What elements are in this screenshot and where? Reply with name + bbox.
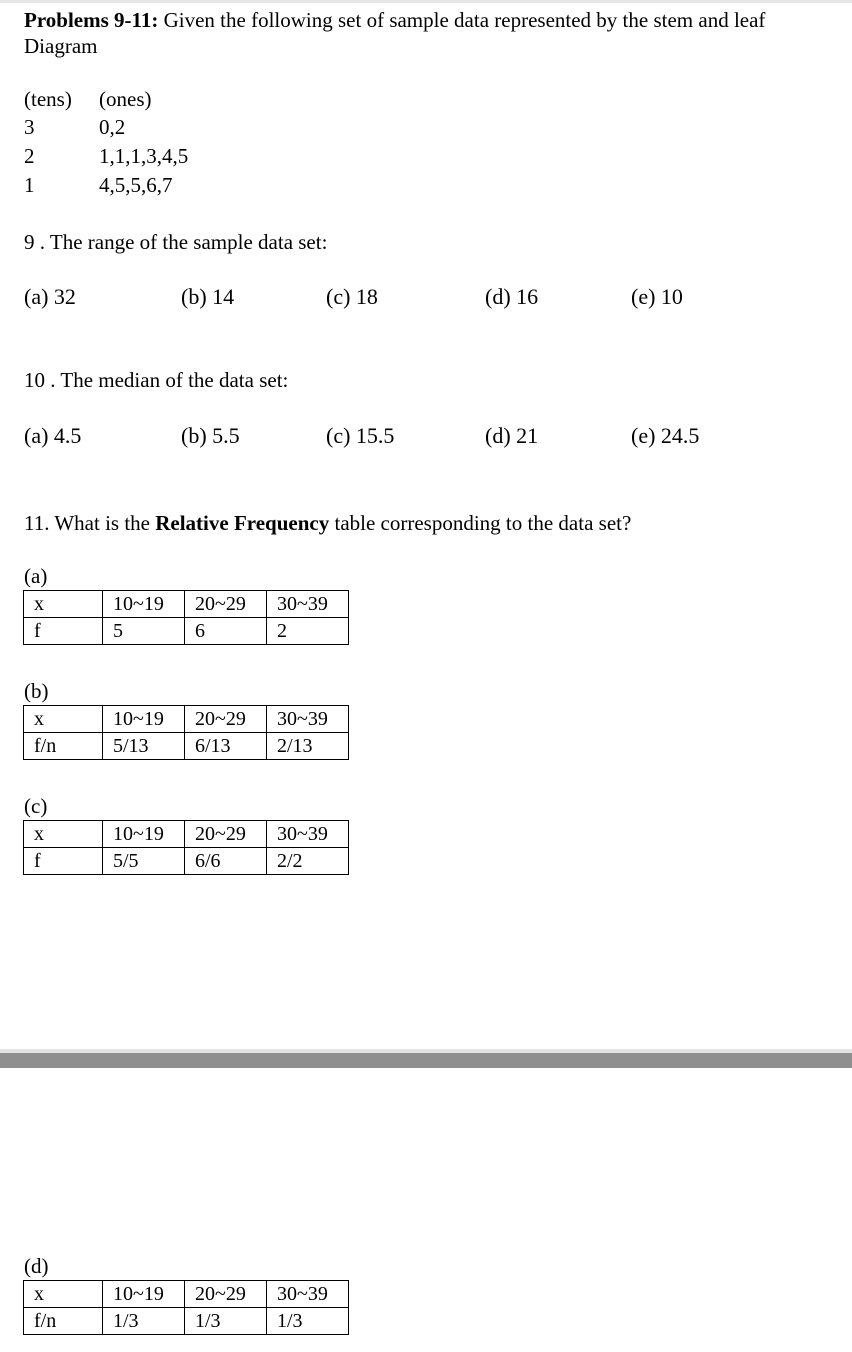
table-cell: f (24, 848, 103, 875)
table-cell: 1/3 (185, 1308, 267, 1335)
q11-choice-a-label[interactable]: (a) (24, 564, 48, 588)
table-cell: x (24, 1281, 103, 1308)
q9-option-e[interactable]: (e) 10 (631, 284, 683, 309)
table-cell: f/n (24, 1308, 103, 1335)
question-11-prompt (24, 511, 631, 536)
q9-option-a[interactable]: (a) 32 (24, 284, 76, 309)
stem-header: (tens) (24, 87, 72, 111)
table-cell: 30~39 (267, 1281, 349, 1308)
table-row (24, 733, 349, 760)
table-cell: 10~19 (103, 706, 185, 733)
table-row (24, 618, 349, 645)
table-cell: 20~29 (185, 1281, 267, 1308)
table-row (24, 1281, 349, 1308)
q9-option-d[interactable]: (d) 16 (485, 284, 539, 309)
question-10-prompt: 10 . The median of the data set: (24, 368, 289, 392)
table-cell: f/n (24, 733, 103, 760)
table-cell: 2/13 (267, 733, 349, 760)
question-9-prompt: 9 . The range of the sample data set: (24, 230, 328, 254)
q10-option-e[interactable]: (e) 24.5 (631, 423, 700, 448)
table-cell: x (24, 706, 103, 733)
table-cell: f (24, 618, 103, 645)
q10-option-c[interactable]: (c) 15.5 (326, 423, 395, 448)
table-cell: 30~39 (267, 821, 349, 848)
problem-intro: Given the following set of sample data represented by the stem and leaf (158, 8, 766, 32)
q10-option-b[interactable]: (b) 5.5 (181, 423, 240, 448)
leaf-values: 1,1,1,3,4,5 (99, 144, 189, 168)
problem-label: Problems 9-11: (24, 8, 159, 32)
page-top-edge (0, 0, 852, 3)
table-cell: 10~19 (103, 821, 185, 848)
stem-value: 2 (24, 144, 35, 168)
table-row (24, 1308, 349, 1335)
table-cell: 20~29 (185, 591, 267, 618)
table-row (24, 591, 349, 618)
table-cell: 20~29 (185, 821, 267, 848)
q11-choice-c-table (23, 820, 349, 875)
stem-value: 1 (24, 173, 35, 197)
table-row (24, 821, 349, 848)
q11-choice-c-label[interactable]: (c) (24, 794, 48, 818)
table-cell: 10~19 (103, 1281, 185, 1308)
table-cell: 6 (185, 618, 267, 645)
table-cell: 6/6 (185, 848, 267, 875)
table-cell: 6/13 (185, 733, 267, 760)
q11-prompt-emphasis: Relative Frequency (155, 511, 330, 535)
table-cell: 5/13 (103, 733, 185, 760)
q9-option-b[interactable]: (b) 14 (181, 284, 235, 309)
table-row (24, 706, 349, 733)
table-cell: 1/3 (103, 1308, 185, 1335)
q11-choice-b-table (23, 705, 349, 760)
table-cell: 10~19 (103, 591, 185, 618)
q11-choice-a-table (23, 590, 349, 645)
q10-option-a[interactable]: (a) 4.5 (24, 423, 82, 448)
leaf-header: (ones) (99, 87, 152, 111)
table-cell: 20~29 (185, 706, 267, 733)
q11-choice-b-label[interactable]: (b) (24, 679, 49, 703)
problem-intro-continued: Diagram (24, 34, 98, 58)
table-cell: 1/3 (267, 1308, 349, 1335)
q11-choice-d-table (23, 1280, 349, 1335)
table-cell: x (24, 591, 103, 618)
stem-value: 3 (24, 115, 35, 139)
q11-prompt-start: 11. What is the (24, 511, 156, 535)
q11-prompt-end: table corresponding to the data set? (329, 511, 632, 535)
table-cell: 2/2 (267, 848, 349, 875)
table-row (24, 848, 349, 875)
table-cell: x (24, 821, 103, 848)
table-cell: 5/5 (103, 848, 185, 875)
table-cell: 2 (267, 618, 349, 645)
q10-option-d[interactable]: (d) 21 (485, 423, 539, 448)
q11-choice-d-label[interactable]: (d) (24, 1254, 49, 1278)
problem-header (24, 8, 765, 33)
table-cell: 30~39 (267, 706, 349, 733)
leaf-values: 0,2 (99, 115, 126, 139)
table-cell: 30~39 (267, 591, 349, 618)
q9-option-c[interactable]: (c) 18 (326, 284, 378, 309)
leaf-values: 4,5,5,6,7 (99, 173, 173, 197)
table-cell: 5 (103, 618, 185, 645)
page-break-divider (0, 1049, 852, 1068)
